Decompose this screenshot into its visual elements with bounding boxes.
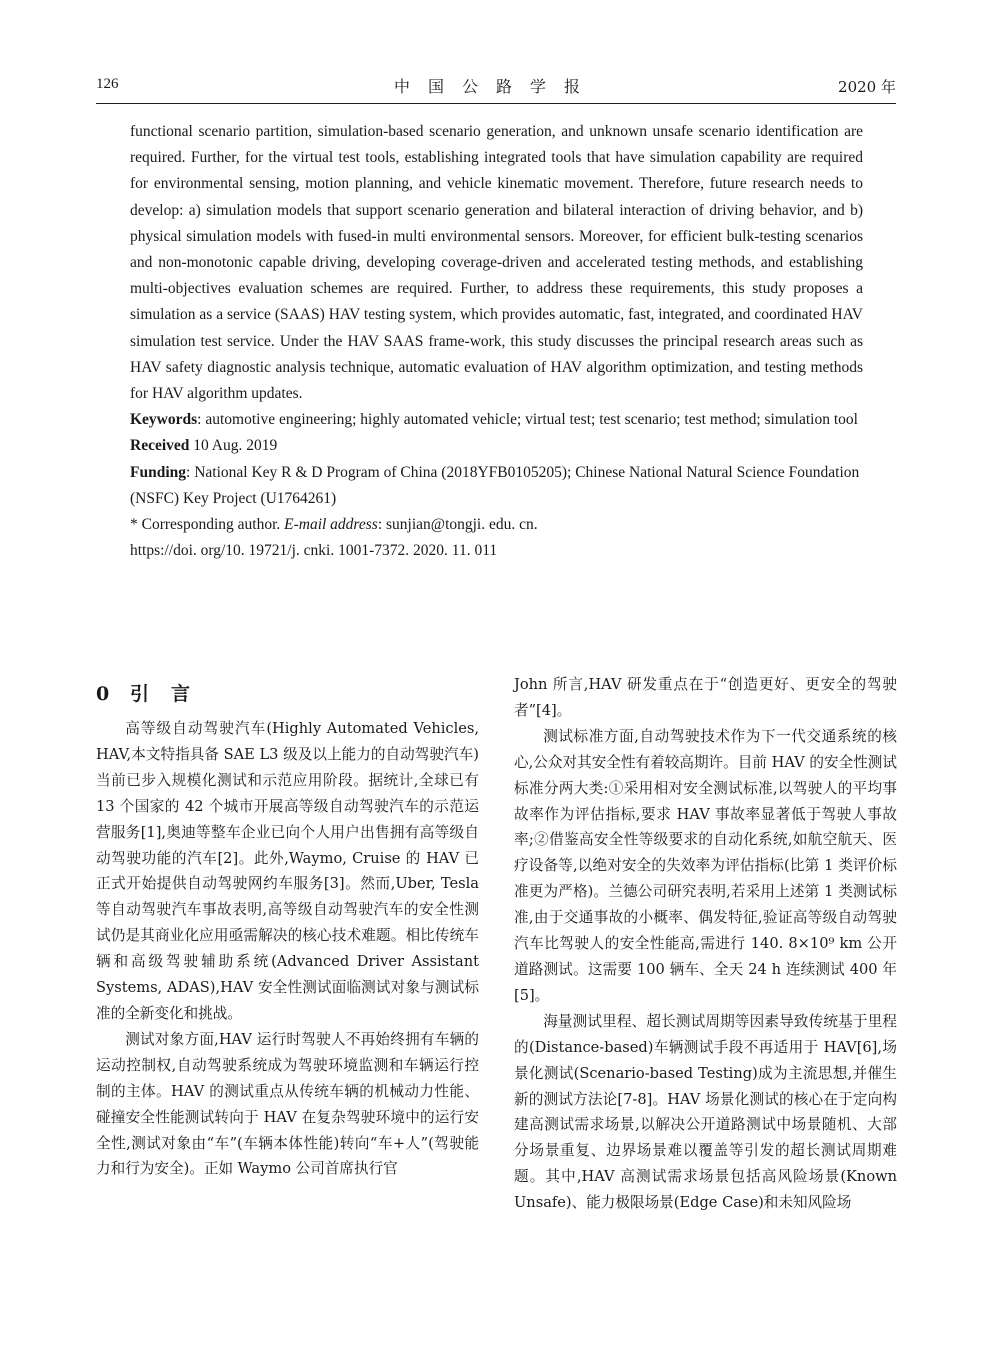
paragraph: 海量测试里程、超长测试周期等因素导致传统基于里程的(Distance-based)车辆测试手段不再适用于 HAV[6],场景化测试(Scenario-based Testing)成为主流思想,并催生新的测试方法论[7-8]。HAV 场景化测试的核心在于定向构建高测试需求场景,以解决公开道路测试中场景随机、大部分场景重复、边界场景难以覆盖等引发的超长测试周期难题。其中,HAV 高测试需求场景包括高风险场景(Known Unsafe)、能力极限场景(Edge Case)和未知风险场 (514, 1012, 897, 1212)
paragraph: 测试对象方面,HAV 运行时驾驶人不再始终拥有车辆的运动控制权,自动驾驶系统成为驾驶环境监测和车辆运行控制的主体。HAV 的测试重点从传统车辆的机械动力性能、碰撞安全性能测试转向于 HAV 在复杂驾驶环境中的运行安全性,测试对象由“车”(车辆本体性能)转向“车+人”(驾驶能力和行为安全)。正如 Waymo 公司首席执行官 (96, 1030, 479, 1178)
funding-text: : National Key R & D Program of China (2018YFB0105205); Chinese National Natural Science Foundation (NSFC) Key Project (U1764261) (130, 463, 860, 507)
received-line (130, 433, 863, 459)
doi-link[interactable]: https://doi. org/10. 19721/j. cnki. 1001-7372. 2020. 11. 011 (130, 542, 498, 560)
journal-title: 中国公路学报 (393, 77, 598, 96)
funding-line (130, 460, 863, 512)
page-number: 126 (96, 76, 119, 92)
running-header (96, 72, 896, 102)
abstract-body: functional scenario partition, simulation-based scenario generation, and unknown unsafe scenario identification are required. Further, for the virtual test tools, establishing integrated tools that have simulation capability are required for environmental sensing, motion planning, and vehicle kinematic movement. Therefore, future research needs to develop: a) simulation models that support scenario generation and bilateral interaction of driving behavior, and b) physical simulation models with fused-in multi environmental sensors. Moreover, for efficient bulk-testing scenarios and non-monotonic capable driving, developing coverage-driven and accelerated testing methods, and establishing multi-objectives evaluation schemes are required. Further, to address these requirements, this study proposes a simulation as a service (SAAS) HAV testing system, which provides automatic, fast, integrated, and coordinated HAV simulation test service. Under the HAV SAAS frame-work, this study discusses the principal research areas such as HAV safety diagnostic analysis technique, automatic evaluation of HAV algorithm optimization, and testing methods for HAV algorithm updates. (130, 123, 863, 403)
right-column (514, 672, 897, 1216)
header-rule (96, 103, 896, 104)
corresponding-line (130, 512, 863, 538)
issue-year: 2020 年 (838, 78, 896, 96)
keywords-label: Keywords (130, 411, 198, 429)
received-date: 10 Aug. 2019 (189, 437, 278, 455)
section-title: 引言 (130, 683, 213, 705)
funding-label: Funding (130, 463, 187, 481)
english-abstract (130, 119, 863, 564)
received-label: Received (130, 437, 190, 455)
keywords-line (130, 407, 863, 433)
email-address[interactable]: : sunjian@tongji. edu. cn. (377, 516, 538, 534)
section-number: 0 (96, 683, 110, 705)
section-heading (96, 682, 479, 708)
keywords-text: : automotive engineering; highly automated vehicle; virtual test; test scenario; test method; simulation tool (197, 411, 858, 429)
paragraph: 测试标准方面,自动驾驶技术作为下一代交通系统的核心,公众对其安全性有着较高期许。目前 HAV 的安全性测试标准分两大类:①采用相对安全测试标准,以驾驶人的平均事故率作为评估指标,要求 HAV 事故率显著低于驾驶人事故率;②借鉴高安全性等级要求的自动化系统,如航空航天、医疗设备等,以绝对安全的失效率为评估指标(比第 1 类评价标准更为严格)。兰德公司研究表明,若采用上述第 1 类测试标准,由于交通事故的小概率、偶发特征,验证高等级自动驾驶汽车比驾驶人的安全性能高,需进行 140. 8×10⁹ km 公开道路测试。这需要 100 辆车、全天 24 h 连续测试 400 年[5]。 (514, 727, 897, 1004)
email-label: E-mail address (284, 516, 378, 534)
left-column (96, 672, 479, 1182)
corresponding-prefix: * Corresponding author. (130, 516, 285, 534)
paragraph: John 所言,HAV 研发重点在于“创造更好、更安全的驾驶者”[4]。 (514, 676, 897, 719)
paragraph: 高等级自动驾驶汽车(Highly Automated Vehicles, HAV,本文特指具备 SAE L3 级及以上能力的自动驾驶汽车)当前已步入规模化测试和示范应用阶段。据统计,全球已有 13 个国家的 42 个城市开展高等级自动驾驶汽车的示范运营服务[1],奥迪等整车企业已向个人用户出售拥有高等级自动驾驶功能的汽车[2]。此外,Waymo, Cruise 的 HAV 已正式开始提供自动驾驶网约车服务[3]。然而,Uber, Tesla 等自动驾驶汽车事故表明,高等级自动驾驶汽车的安全性测试仍是其商业化应用亟需解决的核心技术难题。相比传统车辆和高级驾驶辅助系统(Advanced Driver Assistant Systems, ADAS),HAV 安全性测试面临测试对象与测试标准的全新变化和挑战。 (96, 720, 479, 1022)
